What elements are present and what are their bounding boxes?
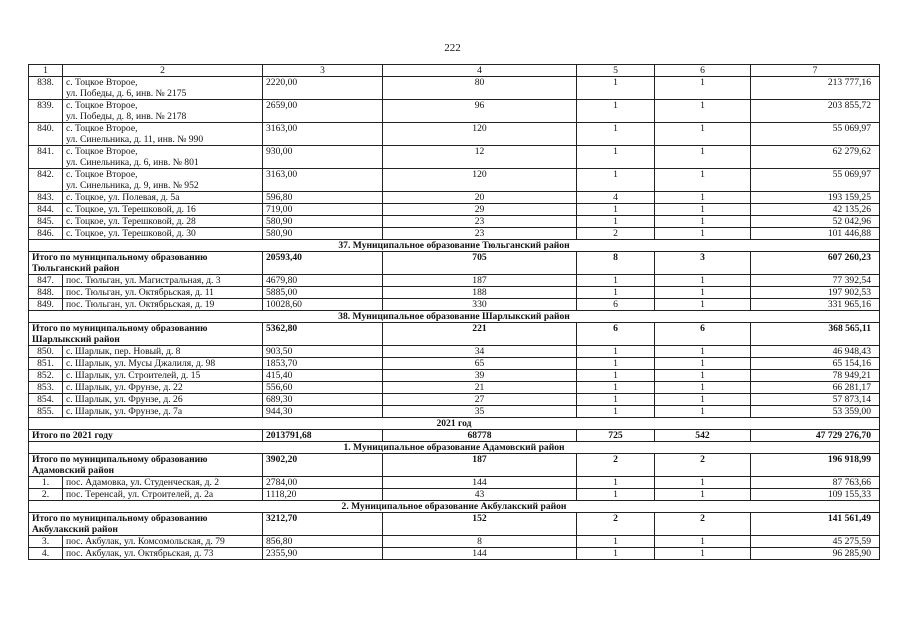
total-cost: 368 565,11 — [751, 323, 880, 346]
residents-cell: 188 — [383, 287, 577, 299]
col5-cell: 1 — [577, 204, 655, 216]
col5-cell: 1 — [577, 100, 655, 123]
total-area: 3902,20 — [263, 454, 383, 477]
residents-cell: 96 — [383, 100, 577, 123]
col6-cell: 1 — [655, 406, 751, 418]
total-col5: 2 — [577, 454, 655, 477]
cost-cell: 66 281,17 — [751, 382, 880, 394]
cost-cell: 45 275,59 — [751, 536, 880, 548]
residents-cell: 330 — [383, 299, 577, 311]
row-number: 852. — [29, 370, 63, 382]
column-header: 4 — [383, 65, 577, 77]
area-cell: 1853,70 — [263, 358, 383, 370]
area-cell: 1118,20 — [263, 489, 383, 501]
table-row — [29, 394, 880, 406]
residents-cell: 144 — [383, 548, 577, 560]
cost-cell: 77 392,54 — [751, 275, 880, 287]
total-label: Итого по муниципальному образованию Тюльганский район — [29, 252, 263, 275]
cost-cell: 62 279,62 — [751, 146, 880, 169]
table-row — [29, 216, 880, 228]
row-number: 846. — [29, 228, 63, 240]
address-cell: пос. Тюльган, ул. Октябрьская, д. 11 — [63, 287, 263, 299]
col5-cell: 4 — [577, 192, 655, 204]
col5-cell: 1 — [577, 370, 655, 382]
residents-cell: 23 — [383, 228, 577, 240]
section-header-row — [29, 418, 880, 430]
cost-cell: 52 042,96 — [751, 216, 880, 228]
column-header: 1 — [29, 65, 63, 77]
address-cell: с. Тоцкое, ул. Терешковой, д. 30 — [63, 228, 263, 240]
total-label: Итого по муниципальному образованию Адамовский район — [29, 454, 263, 477]
address-cell: с. Тоцкое Второе, ул. Победы, д. 8, инв. № 2178 — [63, 100, 263, 123]
table-row — [29, 77, 880, 100]
col5-cell: 1 — [577, 489, 655, 501]
col6-cell: 1 — [655, 123, 751, 146]
address-cell: с. Шарлык, ул. Фрунзе, д. 7а — [63, 406, 263, 418]
residents-cell: 43 — [383, 489, 577, 501]
row-number: 3. — [29, 536, 63, 548]
row-number: 849. — [29, 299, 63, 311]
residents-cell: 120 — [383, 169, 577, 192]
address-cell: с. Шарлык, ул. Фрунзе, д. 26 — [63, 394, 263, 406]
table-row — [29, 548, 880, 560]
table-row — [29, 299, 880, 311]
col5-cell: 1 — [577, 169, 655, 192]
page-number: 222 — [444, 42, 461, 54]
area-cell: 596,80 — [263, 192, 383, 204]
total-residents: 221 — [383, 323, 577, 346]
total-area: 2013791,68 — [263, 430, 383, 442]
table-row — [29, 228, 880, 240]
residents-cell: 34 — [383, 346, 577, 358]
total-row — [29, 430, 880, 442]
total-row — [29, 454, 880, 477]
cost-cell: 55 069,97 — [751, 123, 880, 146]
row-number: 855. — [29, 406, 63, 418]
col5-cell: 1 — [577, 146, 655, 169]
table-row — [29, 100, 880, 123]
section-title: 2. Муниципальное образование Акбулакский район — [29, 501, 880, 513]
area-cell: 580,90 — [263, 216, 383, 228]
section-title: 1. Муниципальное образование Адамовский район — [29, 442, 880, 454]
col6-cell: 1 — [655, 394, 751, 406]
area-cell: 2220,00 — [263, 77, 383, 100]
address-cell: с. Шарлык, пер. Новый, д. 8 — [63, 346, 263, 358]
total-row — [29, 513, 880, 536]
residents-cell: 8 — [383, 536, 577, 548]
col6-cell: 1 — [655, 275, 751, 287]
total-col6: 542 — [655, 430, 751, 442]
total-row — [29, 252, 880, 275]
residents-cell: 187 — [383, 275, 577, 287]
col6-cell: 1 — [655, 169, 751, 192]
row-number: 853. — [29, 382, 63, 394]
section-header-row — [29, 240, 880, 252]
column-header-row — [29, 65, 880, 77]
address-cell: с. Тоцкое Второе, ул. Синельника, д. 6, инв. № 801 — [63, 146, 263, 169]
area-cell: 580,90 — [263, 228, 383, 240]
col5-cell: 1 — [577, 477, 655, 489]
address-cell: пос. Тюльган, ул. Октябрьская, д. 19 — [63, 299, 263, 311]
area-cell: 719,00 — [263, 204, 383, 216]
address-cell: с. Шарлык, ул. Фрунзе, д. 22 — [63, 382, 263, 394]
residents-cell: 35 — [383, 406, 577, 418]
cost-cell: 87 763,66 — [751, 477, 880, 489]
col6-cell: 1 — [655, 358, 751, 370]
table-row — [29, 287, 880, 299]
total-label: Итого по муниципальному образованию Акбулакский район — [29, 513, 263, 536]
column-header: 7 — [751, 65, 880, 77]
table-row — [29, 382, 880, 394]
area-cell: 3163,00 — [263, 123, 383, 146]
column-header: 5 — [577, 65, 655, 77]
total-residents: 152 — [383, 513, 577, 536]
col5-cell: 1 — [577, 275, 655, 287]
total-label: Итого по муниципальному образованию Шарлыкский район — [29, 323, 263, 346]
row-number: 844. — [29, 204, 63, 216]
col5-cell: 1 — [577, 358, 655, 370]
col5-cell: 1 — [577, 406, 655, 418]
housing-register-table — [28, 64, 880, 560]
table-row — [29, 275, 880, 287]
cost-cell: 203 855,72 — [751, 100, 880, 123]
area-cell: 930,00 — [263, 146, 383, 169]
cost-cell: 101 446,88 — [751, 228, 880, 240]
total-area: 5362,80 — [263, 323, 383, 346]
col6-cell: 1 — [655, 382, 751, 394]
col5-cell: 1 — [577, 216, 655, 228]
column-header: 6 — [655, 65, 751, 77]
residents-cell: 23 — [383, 216, 577, 228]
cost-cell: 78 949,21 — [751, 370, 880, 382]
total-residents: 187 — [383, 454, 577, 477]
address-cell: с. Тоцкое, ул. Терешковой, д. 28 — [63, 216, 263, 228]
table-row — [29, 146, 880, 169]
col5-cell: 1 — [577, 536, 655, 548]
address-cell: с. Тоцкое Второе, ул. Синельника, д. 9, инв. № 952 — [63, 169, 263, 192]
table-row — [29, 358, 880, 370]
total-cost: 47 729 276,70 — [751, 430, 880, 442]
col5-cell: 1 — [577, 287, 655, 299]
residents-cell: 27 — [383, 394, 577, 406]
total-col5: 6 — [577, 323, 655, 346]
col5-cell: 1 — [577, 548, 655, 560]
row-number: 854. — [29, 394, 63, 406]
table-row — [29, 370, 880, 382]
address-cell: пос. Адамовка, ул. Студенческая, д. 2 — [63, 477, 263, 489]
area-cell: 3163,00 — [263, 169, 383, 192]
residents-cell: 20 — [383, 192, 577, 204]
col6-cell: 1 — [655, 489, 751, 501]
section-title: 38. Муниципальное образование Шарлыкский район — [29, 311, 880, 323]
area-cell: 10028,60 — [263, 299, 383, 311]
col6-cell: 1 — [655, 477, 751, 489]
column-header: 2 — [63, 65, 263, 77]
area-cell: 2355,90 — [263, 548, 383, 560]
cost-cell: 197 902,53 — [751, 287, 880, 299]
col6-cell: 1 — [655, 299, 751, 311]
address-cell: пос. Акбулак, ул. Октябрьская, д. 73 — [63, 548, 263, 560]
col5-cell: 6 — [577, 299, 655, 311]
area-cell: 903,50 — [263, 346, 383, 358]
table-row — [29, 192, 880, 204]
section-header-row — [29, 501, 880, 513]
total-residents: 68778 — [383, 430, 577, 442]
area-cell: 4679,80 — [263, 275, 383, 287]
row-number: 845. — [29, 216, 63, 228]
row-number: 851. — [29, 358, 63, 370]
col6-cell: 1 — [655, 100, 751, 123]
cost-cell: 53 359,00 — [751, 406, 880, 418]
total-col6: 6 — [655, 323, 751, 346]
section-header-row — [29, 311, 880, 323]
total-col6: 2 — [655, 454, 751, 477]
area-cell: 556,60 — [263, 382, 383, 394]
area-cell: 2784,00 — [263, 477, 383, 489]
area-cell: 944,30 — [263, 406, 383, 418]
residents-cell: 12 — [383, 146, 577, 169]
total-label: Итого по 2021 году — [29, 430, 263, 442]
col5-cell: 1 — [577, 77, 655, 100]
total-row — [29, 323, 880, 346]
col6-cell: 1 — [655, 146, 751, 169]
residents-cell: 21 — [383, 382, 577, 394]
row-number: 841. — [29, 146, 63, 169]
table-row — [29, 169, 880, 192]
col6-cell: 1 — [655, 536, 751, 548]
cost-cell: 65 154,16 — [751, 358, 880, 370]
cost-cell: 46 948,43 — [751, 346, 880, 358]
table-row — [29, 477, 880, 489]
cost-cell: 42 135,26 — [751, 204, 880, 216]
row-number: 839. — [29, 100, 63, 123]
residents-cell: 65 — [383, 358, 577, 370]
total-col5: 8 — [577, 252, 655, 275]
area-cell: 689,30 — [263, 394, 383, 406]
col5-cell: 1 — [577, 382, 655, 394]
table-row — [29, 123, 880, 146]
address-cell: пос. Тюльган, ул. Магистральная, д. 3 — [63, 275, 263, 287]
table-row — [29, 346, 880, 358]
total-col6: 2 — [655, 513, 751, 536]
row-number: 847. — [29, 275, 63, 287]
row-number: 4. — [29, 548, 63, 560]
col6-cell: 1 — [655, 346, 751, 358]
col6-cell: 1 — [655, 204, 751, 216]
residents-cell: 39 — [383, 370, 577, 382]
col6-cell: 1 — [655, 216, 751, 228]
col5-cell: 1 — [577, 394, 655, 406]
address-cell: пос. Акбулак, ул. Комсомольская, д. 79 — [63, 536, 263, 548]
cost-cell: 213 777,16 — [751, 77, 880, 100]
section-title: 2021 год — [29, 418, 880, 430]
area-cell: 856,80 — [263, 536, 383, 548]
address-cell: с. Шарлык, ул. Строителей, д. 15 — [63, 370, 263, 382]
row-number: 842. — [29, 169, 63, 192]
address-cell: с. Тоцкое, ул. Терешковой, д. 16 — [63, 204, 263, 216]
table-row — [29, 204, 880, 216]
col6-cell: 1 — [655, 370, 751, 382]
row-number: 2. — [29, 489, 63, 501]
row-number: 838. — [29, 77, 63, 100]
residents-cell: 120 — [383, 123, 577, 146]
row-number: 848. — [29, 287, 63, 299]
cost-cell: 96 285,90 — [751, 548, 880, 560]
address-cell: с. Тоцкое Второе, ул. Синельника, д. 11, инв. № 990 — [63, 123, 263, 146]
table-row — [29, 406, 880, 418]
address-cell: с. Тоцкое, ул. Полевая, д. 5а — [63, 192, 263, 204]
col5-cell: 2 — [577, 228, 655, 240]
total-cost: 141 561,49 — [751, 513, 880, 536]
col6-cell: 1 — [655, 228, 751, 240]
total-residents: 705 — [383, 252, 577, 275]
table-row — [29, 536, 880, 548]
address-cell: пос. Теренсай, ул. Строителей, д. 2а — [63, 489, 263, 501]
row-number: 840. — [29, 123, 63, 146]
table-row — [29, 489, 880, 501]
cost-cell: 109 155,33 — [751, 489, 880, 501]
total-cost: 196 918,99 — [751, 454, 880, 477]
cost-cell: 57 873,14 — [751, 394, 880, 406]
cost-cell: 331 965,16 — [751, 299, 880, 311]
residents-cell: 80 — [383, 77, 577, 100]
col5-cell: 1 — [577, 346, 655, 358]
address-cell: с. Шарлык, ул. Мусы Джалиля, д. 98 — [63, 358, 263, 370]
section-title: 37. Муниципальное образование Тюльганский район — [29, 240, 880, 252]
area-cell: 2659,00 — [263, 100, 383, 123]
row-number: 1. — [29, 477, 63, 489]
col5-cell: 1 — [577, 123, 655, 146]
total-area: 3212,70 — [263, 513, 383, 536]
total-col6: 3 — [655, 252, 751, 275]
address-cell: с. Тоцкое Второе, ул. Победы, д. 6, инв. № 2175 — [63, 77, 263, 100]
cost-cell: 55 069,97 — [751, 169, 880, 192]
column-header: 3 — [263, 65, 383, 77]
row-number: 850. — [29, 346, 63, 358]
col6-cell: 1 — [655, 287, 751, 299]
col6-cell: 1 — [655, 548, 751, 560]
row-number: 843. — [29, 192, 63, 204]
total-col5: 2 — [577, 513, 655, 536]
col6-cell: 1 — [655, 77, 751, 100]
total-area: 20593,40 — [263, 252, 383, 275]
area-cell: 5885,00 — [263, 287, 383, 299]
area-cell: 415,40 — [263, 370, 383, 382]
residents-cell: 144 — [383, 477, 577, 489]
section-header-row — [29, 442, 880, 454]
residents-cell: 29 — [383, 204, 577, 216]
cost-cell: 193 159,25 — [751, 192, 880, 204]
total-cost: 607 260,23 — [751, 252, 880, 275]
total-col5: 725 — [577, 430, 655, 442]
col6-cell: 1 — [655, 192, 751, 204]
